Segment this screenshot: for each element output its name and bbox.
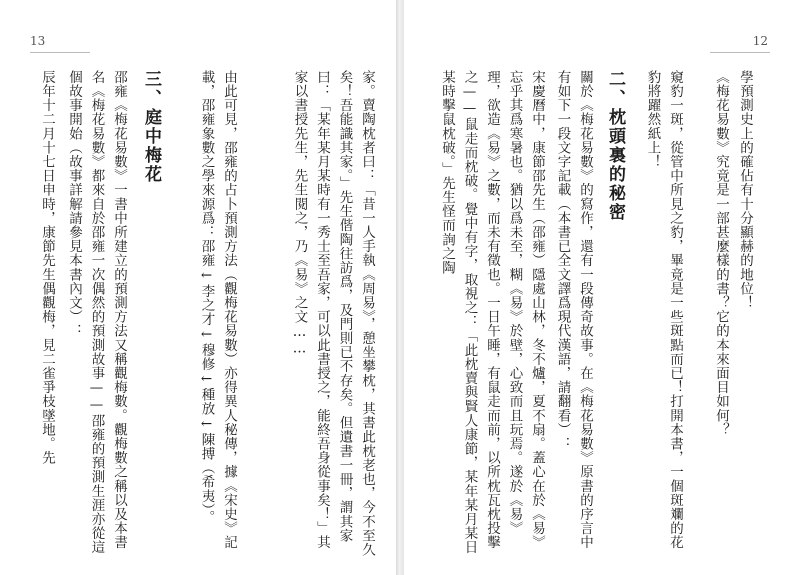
page-number: 13 — [30, 34, 46, 48]
header-rule — [710, 52, 770, 53]
left-page — [0, 0, 396, 575]
right-page — [404, 0, 800, 575]
paragraph: 學預測史上的確佔有十分顯赫的地位！ — [737, 70, 753, 310]
section-heading: 二、枕頭裏的秘密 — [605, 70, 625, 222]
header-rule — [30, 52, 90, 53]
paragraph: 家。賣陶枕者曰：「昔一人手執《周易》，憩坐攀枕，其書此枕老也，今不至久矣！吾能識其家。」先生偕陶往訪爲，及門則已不存矣。但遺書一冊，謂其家曰：「某年某月某時有一秀士至吾家，可以此書授之，能終吾身從事矣！」其家以書授先生，先生閱之，乃《易》之文…… — [291, 70, 375, 557]
paragraph: 關於《梅花易數》的寫作，還有一段傳奇故事。在《梅花易數》原書的序言中有如下一段文字記載（本書已全文譯爲現代漢語，請翻看）： — [554, 70, 593, 550]
book-gutter — [396, 0, 404, 575]
paragraph: 宋慶曆中，康節邵先生（邵雍）隱處山林，冬不爐，夏不扇。蓋心在於《易》忘乎其爲寒暑也。猶以爲未至，糊《易》於壁，心致而且玩焉。遂於《易》理，欲造《易》之數，而未有徵也。一日午睡，有鼠走而前，以所枕瓦枕投擊之——鼠走而枕破。覺中有字，取視之：「此枕賣與賢人康節，某年某月某日某時擊鼠枕破。」先生怪而詢之陶 — [439, 70, 545, 555]
page-number: 12 — [752, 34, 768, 48]
paragraph: 窺豹一斑，從管中所見之豹，畢竟是一些斑點而已！打開本書，一個斑斕的花豹將躍然紙上！ — [644, 70, 683, 550]
section-heading: 三、庭中梅花 — [141, 70, 161, 184]
paragraph: 辰年十二月十七日申時，康節先生偶觀梅，見二雀爭枝墜地。先 — [39, 70, 55, 465]
paragraph: 邵雍《梅花易數》一書中所建立的預測方法又稱觀梅數。觀梅數之稱以及本書名《梅花易數》都來自於邵雍一次偶然的預測故事——邵雍的預測生涯亦從這個故事開始（故事詳解請參見本書內文）： — [66, 70, 127, 555]
paragraph: 由此可見，邵雍的占卜預測方法（觀梅花易數）亦得異人秘傳，據《宋史》記載，邵雍象數之學來源爲：邵雍←李之才←穆修←種放←陳搏（希夷）。 — [198, 70, 237, 550]
paragraph: 《梅花易數》究竟是一部甚麼樣的書？它的本來面目如何？ — [713, 70, 729, 437]
